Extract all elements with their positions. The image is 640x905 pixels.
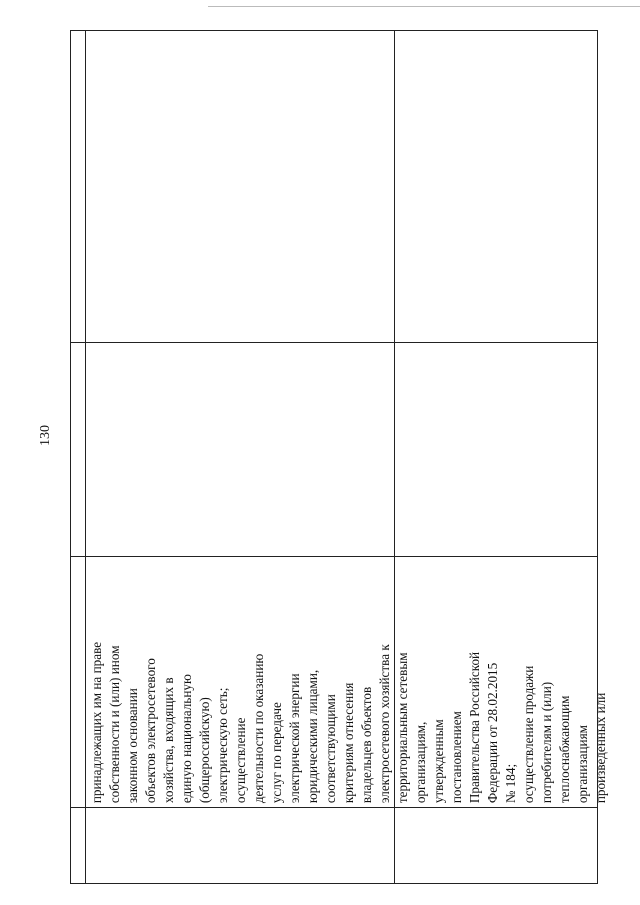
table-cell bbox=[395, 807, 597, 883]
table-cell bbox=[86, 342, 394, 556]
table-cell bbox=[395, 342, 597, 556]
table-cell bbox=[395, 31, 597, 342]
table-cell bbox=[71, 31, 85, 342]
cell-line: владельцев объектов bbox=[358, 686, 374, 804]
page-number: 130 bbox=[38, 425, 53, 446]
cell-line: утвержденным bbox=[430, 719, 446, 804]
cell-line: единую национальную bbox=[178, 674, 194, 804]
cell-line: услуг по передаче bbox=[268, 702, 284, 804]
cell-line: Федерации от 28.02.2015 bbox=[484, 662, 500, 804]
cell-line: объектов электросетевого bbox=[142, 658, 158, 804]
cell-line: юридическими лицами, bbox=[304, 669, 320, 804]
cell-line: Правительства Российской bbox=[466, 651, 482, 804]
cell-line: осуществление bbox=[232, 717, 248, 804]
cell-line: принадлежащих им на праве bbox=[88, 641, 104, 804]
table-cell bbox=[86, 31, 394, 342]
cell-line: критериям отнесения bbox=[340, 682, 356, 804]
cell-line: произведенных или bbox=[592, 692, 608, 804]
text-cell bbox=[86, 556, 608, 807]
cell-line: электрической энергии bbox=[286, 673, 302, 804]
cell-line: соответствующими bbox=[322, 694, 338, 804]
cell-line: законном основании bbox=[124, 688, 140, 804]
cell-line: постановлением bbox=[448, 711, 464, 804]
cell-line: осуществление продажи bbox=[520, 665, 536, 804]
table-row bbox=[395, 31, 597, 883]
rotated-table bbox=[70, 30, 608, 884]
table-row bbox=[86, 31, 608, 883]
cell-line: деятельности по оказанию bbox=[250, 653, 266, 804]
cell-line: электросетевого хозяйства к bbox=[376, 644, 392, 804]
cell-line: собственности и (или) ином bbox=[106, 645, 122, 804]
cell-line: теплоснабжающим bbox=[556, 695, 572, 804]
cell-line: потребителям и (или) bbox=[538, 681, 554, 804]
cell-line: № 184; bbox=[502, 763, 518, 804]
table-cell bbox=[71, 342, 85, 556]
table-cell bbox=[71, 807, 85, 883]
cell-line: территориальным сетевым bbox=[394, 652, 410, 804]
cell-line: электрическую сеть; bbox=[214, 687, 230, 804]
table-cell bbox=[86, 807, 394, 883]
cell-line: (общероссийскую) bbox=[196, 697, 212, 804]
table-cell bbox=[71, 556, 85, 807]
scan-edge-line bbox=[208, 6, 640, 7]
cell-line: хозяйства, входящих в bbox=[160, 677, 176, 804]
cell-line: организациям bbox=[574, 725, 590, 804]
table-row bbox=[71, 31, 86, 883]
table-cell bbox=[395, 556, 597, 807]
cell-line: организациям, bbox=[412, 721, 428, 804]
